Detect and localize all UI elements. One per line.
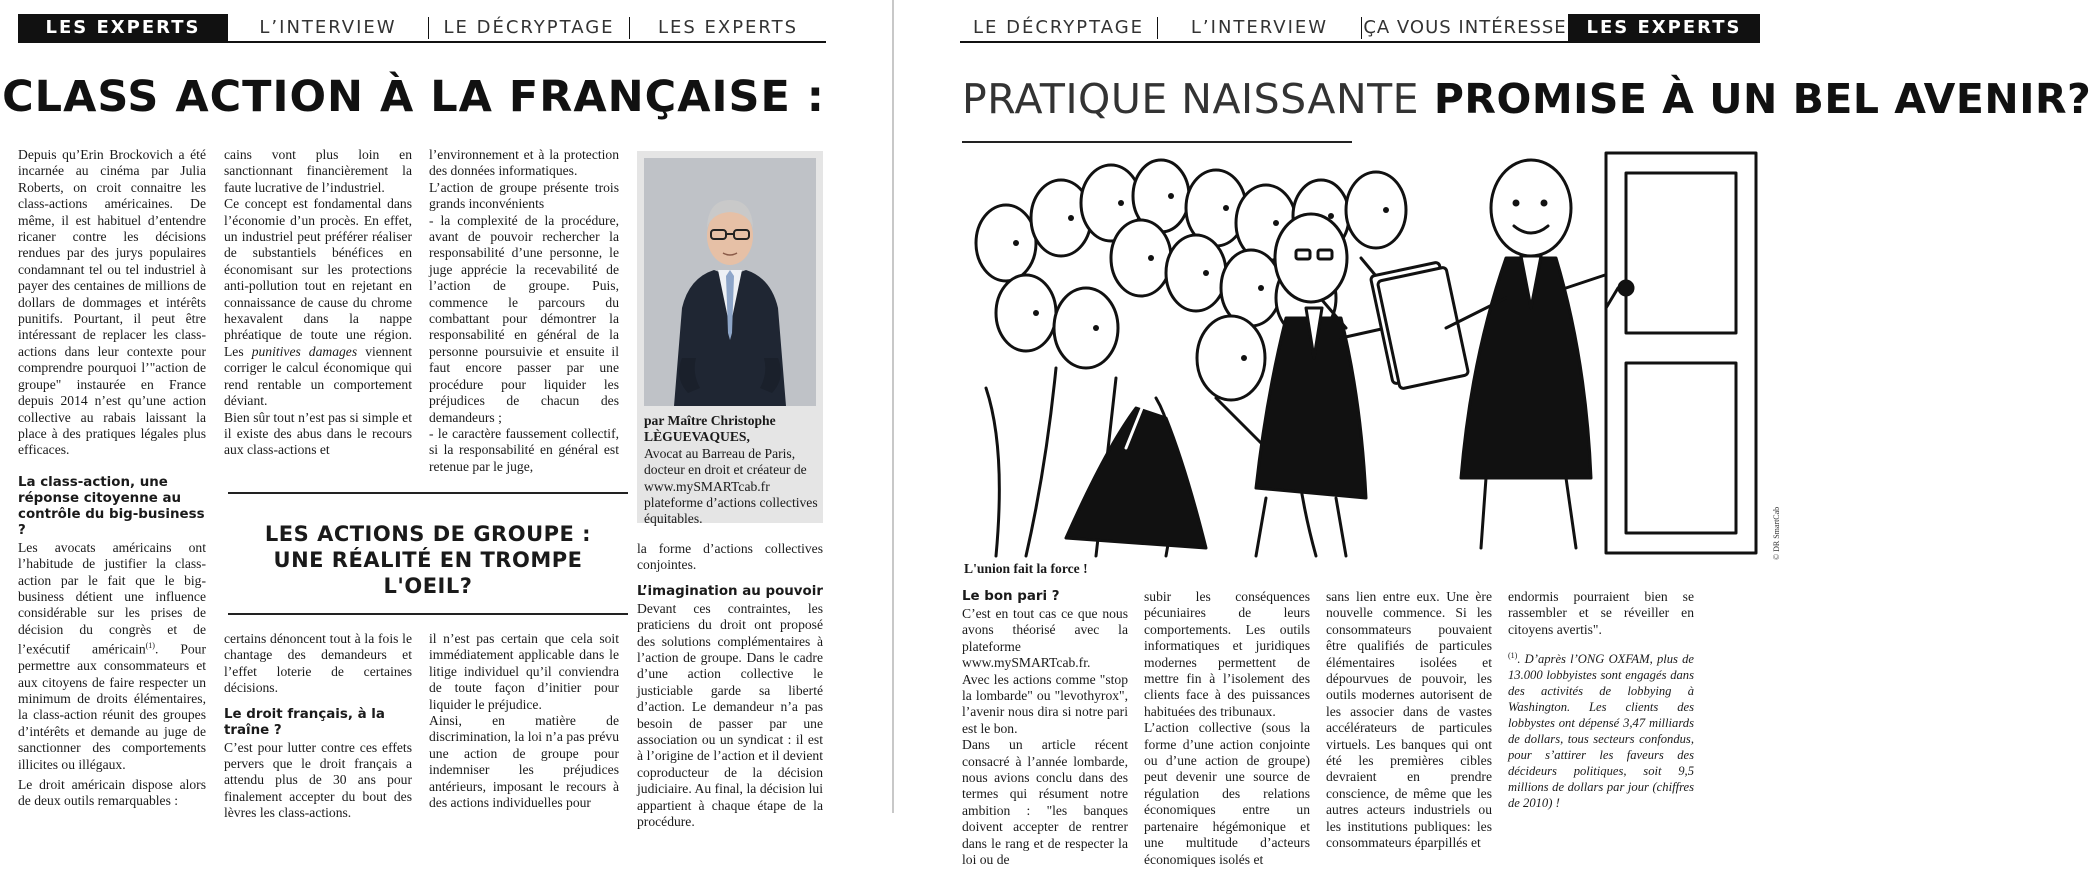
nav-item-decryptage[interactable]: LE DÉCRYPTAGE: [972, 17, 1145, 38]
body-paragraph: Les avocats américains ont l’habitude de justifier la class-action par le fait que le big-business détient une influence considérable sur les prises de décision du congrès et de l’exécutif américain$^{(1)}$. Pour permettre aux consommateurs et aux citoyens de faire respecter un minimum de droits élémentaires, la class-action réunit des groupes d’intérêts et demande au juge de sanctionner des comportements illicites ou illégaux.: [18, 539, 206, 772]
body-paragraph: L’action de groupe présente trois grands inconvénients: [429, 179, 619, 212]
box-bottom-rule: [228, 613, 628, 615]
author-caption: [644, 413, 818, 528]
body-paragraph: Avec les actions comme "stop la lombarde" ou "levothyrox", l’avenir nous dira si notre pari est le bon.: [962, 671, 1128, 736]
box-top-rule: [228, 492, 628, 494]
nav-item-ca-vous-interesse[interactable]: ÇA VOUS INTÉRESSE: [1363, 17, 1567, 38]
body-paragraph: L’action collective (sous la forme d’une action conjointe ou d’une action de groupe) peut devenir une source de régulation des relations économiques entre un partenaire hégémonique et une multitude d’acteurs économiques isolés et: [1144, 720, 1310, 867]
nav-item-decryptage[interactable]: LE DÉCRYPTAGE: [443, 17, 615, 38]
body-paragraph: Dans un article récent consacré à l’année lombarde, nous avions conclu dans des termes qui résument notre ambition : "les banques doivent accepter de rentrer dans le rang et de respecter la loi ou de: [962, 737, 1128, 868]
body-paragraph: Ainsi, en matière de discrimination, la loi n’a pas prévu une action de groupe pour indemniser les préjudices antérieurs, imposant le recours à des actions individuelles pour: [429, 713, 619, 811]
portrait-illustration: [644, 158, 816, 406]
body-paragraph: la forme d’actions collectives conjointes.: [637, 541, 823, 573]
body-paragraph: l’environnement et à la protection des données informatiques.: [429, 147, 619, 179]
body-paragraph: endormis pourraient bien se rassembler et se réveiller en citoyens avertis".: [1508, 589, 1694, 637]
door: [1606, 153, 1756, 553]
author-photo: [644, 158, 816, 406]
cartoon-illustration: [966, 148, 1766, 556]
author-description: Avocat au Barreau de Paris, docteur en droit et créateur de www.mySMARTcab.fr plateforme d’actions collectives équitables.: [644, 445, 818, 527]
right-column-4: [1508, 589, 1694, 813]
title-underline: [962, 141, 1352, 143]
subhead-class-action: La class-action, une réponse citoyenne au contrôle du big-business ?: [18, 474, 205, 538]
article-title: CLASS ACTION À LA FRANÇAISE :: [2, 72, 825, 122]
subhead-bon-pari: Le bon pari ?: [962, 589, 1060, 604]
box-heading: LES ACTIONS DE GROUPE : UNE RÉALITÉ EN TROMPE L'OEIL?: [264, 522, 592, 598]
column-3-bottom: [429, 631, 619, 813]
photo-credit: © DR SmartCab: [1772, 506, 1781, 560]
subhead-droit-francais: Le droit français, à la traîne ?: [224, 706, 385, 738]
column-2-top: [224, 147, 412, 463]
body-paragraph: Bien sûr tout n’est pas si simple et il existe des abus dans le recours aux class-actions et: [224, 409, 412, 458]
right-column-1: [962, 589, 1128, 868]
right-column-2: [1144, 589, 1310, 867]
right-column-3: [1326, 589, 1492, 851]
nav-item-les-experts[interactable]: LES EXPERTS: [1568, 14, 1760, 41]
nav-item-interview[interactable]: L’INTERVIEW: [259, 17, 397, 38]
right-page: [894, 0, 2091, 868]
footnote: $^{(1)}$. D’après l’ONG OXFAM, plus de 13.000 lobbyistes sont engagés dans des activités de lobbying à Washington. Les clients des lobbystes ont dépensé 3,47 milliards de dollars, tous secteurs confondus, pour s’attirer les faveurs des décideurs politiques, soit 9,5 millions de dollars par jour (chiffres de 2010) !: [1508, 651, 1694, 811]
body-paragraph: cains vont plus loin en sanctionnant financièrement la faute lucrative de l’industriel.: [224, 147, 412, 195]
column-3-top: [429, 147, 619, 474]
author-photo-box: [637, 151, 823, 527]
section-nav-left: [18, 16, 826, 43]
subhead-imagination: L’imagination au pouvoir: [637, 583, 823, 599]
body-paragraph: il n’est pas certain que cela soit immédiatement applicable dans le litige individuel qu’il conviendra de toute façon d’initier pour liquider le préjudice.: [429, 631, 619, 712]
crowd-cartoon: [966, 148, 1766, 556]
nav-item-les-experts-2[interactable]: LES EXPERTS: [657, 17, 799, 38]
left-page: [0, 0, 880, 830]
column-1: [18, 147, 206, 813]
column-2-bottom: [224, 631, 412, 821]
column-4-bottom: [637, 541, 823, 830]
body-paragraph: Devant ces contraintes, les praticiens du droit ont proposé des solutions complémentaires à l’action de groupe. Dans le cadre d’une action collective le justiciable garde sa liberté d’action. Le demandeur n’a pas besoin de passer par une association ou un syndicat : il est à l’origine de l’action et il devient coproducteur de la décision judiciaire. Au final, la décision lui appartient à chaque étape de la procédure.: [637, 600, 823, 830]
body-paragraph: Ce concept est fondamental dans l’économie d’un procès. En effet, un industriel peut préférer réaliser de substantiels bénéfices en économisant sur les protections anti-pollution tout en rejetant en connaissance de cause du chrome hexavalent dans la nappe phréatique de toute une région. Les punitives damages viennent corriger le calcul économique qui rend rentable un comportement déviant.: [224, 196, 412, 409]
body-paragraph: C’est en tout cas ce que nous avons théorisé avec la plateforme www.mySMARTcab.fr.: [962, 606, 1128, 671]
nav-item-les-experts[interactable]: LES EXPERTS: [18, 14, 228, 41]
lawyer-right: [1446, 160, 1626, 548]
nav-item-interview[interactable]: L’INTERVIEW: [1190, 17, 1329, 38]
section-nav-right: [960, 16, 1760, 43]
lawyer-left: [1066, 398, 1266, 548]
body-paragraph: - le caractère faussement collectif, si la responsabilité en général est retenue par le juge,: [429, 425, 619, 474]
article-title-continued: PRATIQUE NAISSANTE PROMISE À UN BEL AVENIR?: [962, 75, 2091, 123]
body-paragraph: Le droit américain dispose alors de deux outils remarquables :: [18, 776, 206, 809]
illustration-caption: L'union fait la force !: [964, 561, 1088, 576]
body-paragraph: certains dénoncent tout à la fois le chantage des demandeurs et l’effet loterie de certaines décisions.: [224, 631, 412, 696]
body-paragraph: C’est pour lutter contre ces effets pervers que le droit français a attendu plus de 30 ans pour finalement accepter du bout des lèvres les class-actions.: [224, 739, 412, 821]
intro-paragraph: Depuis qu’Erin Brockovich a été incarnée au cinéma par Julia Roberts, on croit connaitre les class-actions américaines. De même, il est habituel d’entendre ricaner contre les décisions rendues par des jurys populaires condamnant tel ou tel industriel à payer des centaines de millions de dollars de dommages et intérêts punitifs. Pourtant, il peut être intéressant de replacer les class-actions dans leur contexte pour comprendre pourquoi l’"action de groupe" instaurée en France depuis 2014 n’est qu’une action collective au rabais laissant la place à des pratiques légales plus efficaces.: [18, 147, 206, 458]
body-paragraph: subir les conséquences pécuniaires de leurs comportements. Les outils informatiques et juridiques modernes permettent de mettre fin à l’isolement des clients face à des puissances habituées des tribunaux.: [1144, 589, 1310, 719]
body-paragraph: sans lien entre eux. Une ère nouvelle commence. Si les consommateurs pouvaient être qualifiés de particules élémentaires isolées et dépourvues de pouvoir, les outils modernes autorisent de les associer dans de vastes accélérateurs de particules virtuels. Les banques qui ont été les premières cibles devraient en prendre conscience, de même que les autres acteurs industriels ou les institutions publiques: les consommateurs éparpillés et: [1326, 589, 1492, 851]
body-paragraph: - la complexité de la procédure, avant de pouvoir rechercher la responsabilité d’une personne, le juge apprécie la recevabilité de l’action de groupe. Puis, commence le parcours du combattant pour démontrer la responsabilité en général de la personne poursuivie et ensuite il faut encore passer par une procédure pour liquider les préjudices de chacun des demandeurs ;: [429, 212, 619, 425]
author-byline: par Maître Christophe LÈGUEVAQUES,: [644, 413, 776, 445]
